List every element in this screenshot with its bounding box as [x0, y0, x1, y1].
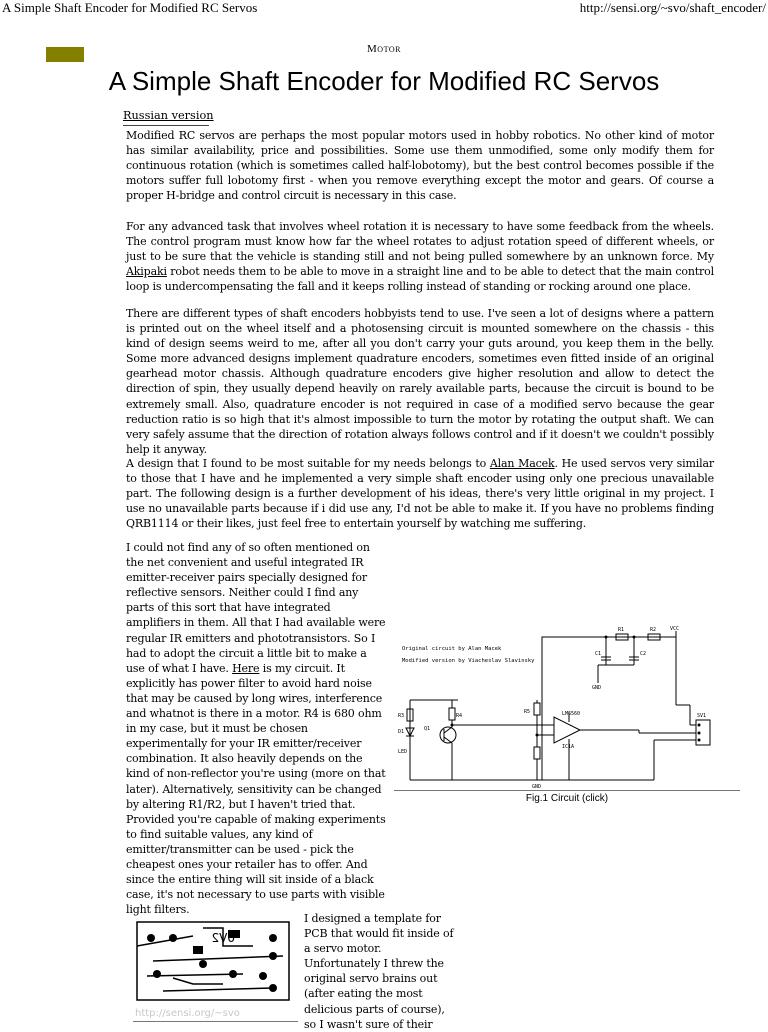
paragraph-encoder-types [126, 306, 714, 457]
paragraph-text: I could not find any of so often mentioned on the net convenient and useful integrated IR emitter-receiver pairs specially designed for reflective sensors. Neither could I find any parts of this sort that have integrated amplifiers in them. All that I had available were regular IR emitters and phototransistors. So I had to adopt the circuit a little bit to make a use of what I have. [126, 541, 386, 675]
paragraph-text: There are different types of shaft encoders hobbyists tend to use. I've seen a lot of designs where a pattern is printed out on the wheel itself and a photosensing circuit is mounted somewhere on the chassis - this kind of design seems weird to me, after all you don't carry your guts around, you keep them in the belly. Some more advanced designs implement quadrature encoders, sometimes even fitted inside of an original gearhead motor chassis. Although quadrature encoders give higher resolution and allow to detect the direction of spin, they usually depend heavily on rarely available parts, because the circuit is bound to be extremely small. Also, quadrature encoder is not required in case of a modified servo because the gear reduction ratio is so high that it's almost impossible to turn the motor by rotating the output shaft. We can very safely assume that the direction of rotation always follows control and if it doesn't we couldn't possibly help it anyway. [126, 307, 714, 456]
paragraph-intro [126, 128, 714, 203]
q1-label: Q1 [424, 726, 431, 732]
r5-label: R5 [524, 709, 531, 715]
r2-label: R2 [650, 627, 657, 633]
d1-label: D1 [398, 729, 405, 735]
pcb-template-image[interactable] [133, 916, 298, 1024]
divider [123, 125, 209, 126]
paragraph-text: A design that I found to be most suitable for my needs belongs to [126, 457, 490, 470]
alan-macek-link[interactable]: Alan Macek [489, 457, 555, 470]
circuit-diagram[interactable] [394, 625, 740, 793]
paragraph-text: For any advanced task that involves wheel rotation it is necessary to have some feedback from the wheels. The control program must know how far the wheel rotates to adjust rotation speed of different wheels, or just to be sure that the vehicle is standing still and not being pulled somewhere by an unknown force. My [126, 220, 714, 264]
paragraph-text: robot needs them to be able to move in a straight line and to be able to detect that the main control loop is undercompensating the fall and it keeps rolling instead of standing or rocking around one place. [126, 265, 714, 294]
paragraph-feedback [126, 219, 714, 294]
image-divider [133, 1021, 298, 1022]
schematic-note: Modified version by Viacheslav Slavinsky [402, 658, 535, 664]
print-header-url: http://sensi.org/~svo/shaft_encoder/ [579, 0, 766, 15]
paragraph-text: . He used servos very similar to those that I have and he implemented a very simple shaft encoder using only one precious unavailable part. The following design is a further development of his ideas, there's very little original in my project. I use no unavailable parts because if i did use any, I'd not be able to make it. If you have no problems finding QRB1114 or their likes, just feel free to entertain yourself by watching me suffering. [126, 457, 714, 531]
paragraph-pcb: I designed a template for PCB that would fit inside of a servo motor. Unfortunately I threw the original servo brains out (after eating the most delicious parts of course), so I wasn't sure of their [304, 912, 454, 1031]
c2-label: C2 [640, 651, 647, 657]
schematic-note: Original circuit by Alan Macek [402, 646, 502, 652]
opamp-chip-label: LM6560 [562, 711, 581, 717]
gnd-label: GND [592, 685, 602, 691]
here-link[interactable]: Here [232, 661, 260, 675]
connector-label: SV1 [697, 713, 707, 719]
paragraph-text: Modified RC servos are perhaps the most popular motors used in hobby robotics. No other kind of motor has similar availability, price and possibilities. Some use them unmodified, some only modify them for continuous rotation (which is sometimes called half-lobotomy), but the best control becomes possible if the motors suffer full lobotomy first - when you remove everything except the motor and gears. Of course a proper H-bridge and control circuit is necessary in this case. [126, 129, 714, 203]
category-link[interactable]: Motor [367, 43, 401, 55]
r1-label: R1 [618, 627, 625, 633]
gnd-label: GND [532, 784, 542, 790]
r4-label: R4 [456, 713, 463, 719]
paragraph-circuit [126, 540, 388, 917]
print-header-title: A Simple Shaft Encoder for Modified RC Servos [2, 0, 258, 15]
vcc-label: VCC [670, 626, 680, 632]
akipaki-link[interactable]: Akipaki [126, 265, 167, 279]
c1-label: C1 [595, 651, 602, 657]
russian-version-link[interactable]: Russian version [123, 109, 214, 122]
led-label: LED [398, 749, 408, 755]
paragraph-design [126, 456, 714, 531]
opamp-label: IC1A [562, 744, 575, 750]
r3-label: R3 [398, 713, 405, 719]
paragraph-text: is my circuit. It explicitly has power filter to avoid hard noise that may be caused by long wires, interference and whatnot is there in a motor. R4 is 680 ohm in my case, but it must be chosen experimentally for your IR emitter/receiver combination. It also heavily depends on the kind of non-reflector you're using (more on that later). Alternatively, sensitivity can be changed by altering R1/R2, but I haven't tried that. Provided you're capable of making experiments to find suitable values, any kind of emitter/transmitter can be used - pick the cheapest ones your retailer has to offer. And since the entire thing will sit inside of a black case, it's not necessary to use parts with visible light filters. [126, 661, 386, 917]
page-title: A Simple Shaft Encoder for Modified RC Servos [108, 66, 660, 96]
figure-caption[interactable]: Fig.1 Circuit (click) [525, 793, 609, 804]
figure-divider [394, 790, 740, 791]
pcb-mirror-text: 0V2 [211, 931, 235, 945]
pcb-watermark: http://sensi.org/~svo [135, 1008, 240, 1019]
